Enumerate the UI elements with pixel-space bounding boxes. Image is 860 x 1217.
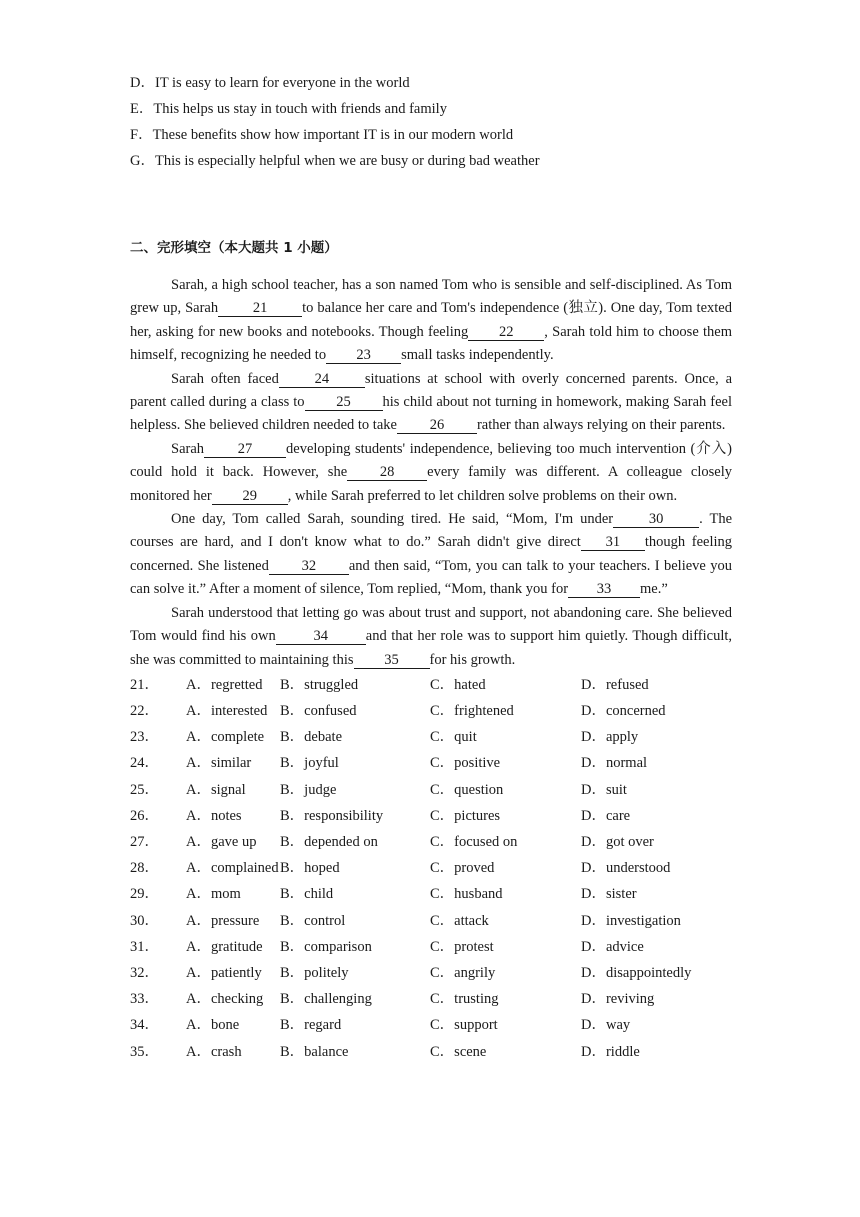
passage-text: situations at school with overly concerned parents. Once, a parent called during a class to — [130, 370, 733, 411]
option-d — [130, 70, 732, 96]
question-row — [130, 724, 732, 750]
passage-text: to balance her care and Tom's independence (独立). One day, Tom texted her, asking for new books and notebooks. Though feeling — [130, 300, 732, 340]
choice-d[interactable]: D．apply — [581, 729, 639, 746]
choice-a[interactable]: A．patiently — [186, 964, 262, 981]
cloze-passage — [130, 274, 732, 672]
question-row — [130, 934, 732, 960]
choice-a[interactable]: A．crash — [186, 1043, 242, 1060]
choice-a[interactable]: A．complete — [186, 729, 265, 746]
blank-34: 34 — [276, 628, 366, 645]
passage-text: small tasks independently. — [401, 347, 554, 364]
question-number: 21． — [130, 676, 159, 693]
question-row — [130, 672, 732, 698]
choice-d[interactable]: D．way — [581, 1017, 631, 1034]
question-number: 28． — [130, 860, 159, 877]
passage-text: for his growth. — [429, 651, 516, 668]
top-options-list — [130, 70, 732, 174]
question-row — [130, 698, 732, 724]
option-text: IT is easy to learn for everyone in the world — [154, 75, 410, 91]
blank-30: 30 — [613, 511, 699, 528]
passage-text: Sarah often faced — [171, 370, 279, 387]
choice-b[interactable]: B．control — [280, 912, 346, 929]
choice-d[interactable]: D．sister — [581, 886, 637, 903]
passage-text: me.” — [640, 581, 668, 598]
passage-text: One day, Tom called Sarah, sounding tired. He said, “Mom, I'm under — [171, 511, 614, 528]
choice-b[interactable]: B．hoped — [280, 860, 340, 877]
passage-text: his child about not turning in homework, making Sarah feel helpless. She believed children needed to take — [130, 394, 732, 434]
choice-c[interactable]: C．scene — [430, 1043, 487, 1060]
choice-d[interactable]: D．disappointedly — [581, 964, 692, 981]
question-options-table — [130, 672, 732, 1065]
choice-b[interactable]: B．comparison — [280, 938, 372, 955]
choice-a[interactable]: A．interested — [186, 703, 268, 720]
question-row — [130, 986, 732, 1012]
question-number: 27． — [130, 834, 159, 851]
question-number: 26． — [130, 807, 159, 824]
blank-35: 35 — [354, 652, 430, 669]
passage-text: , while Sarah preferred to let children solve problems on their own. — [287, 487, 678, 504]
question-number: 31． — [130, 938, 159, 955]
choice-a[interactable]: A．checking — [186, 991, 264, 1008]
choice-c[interactable]: C．trusting — [430, 991, 499, 1008]
question-row — [130, 1012, 732, 1038]
question-number: 23． — [130, 729, 159, 746]
option-letter: G． — [130, 153, 155, 169]
choice-c[interactable]: C．quit — [430, 729, 477, 746]
blank-27: 27 — [204, 441, 286, 458]
choice-b[interactable]: B．depended on — [280, 834, 378, 851]
choice-a[interactable]: A．gratitude — [186, 938, 263, 955]
question-row — [130, 803, 732, 829]
choice-b[interactable]: B．regard — [280, 1017, 342, 1034]
choice-a[interactable]: A．notes — [186, 807, 242, 824]
passage-text: , Sarah told him to choose them himself, recognizing he needed to — [130, 323, 732, 364]
blank-25: 25 — [305, 394, 383, 411]
choice-a[interactable]: A．signal — [186, 781, 246, 798]
question-row — [130, 777, 732, 803]
choice-d[interactable]: D．advice — [581, 938, 644, 955]
choice-a[interactable]: A．regretted — [186, 676, 263, 693]
choice-b[interactable]: B．balance — [280, 1043, 349, 1060]
passage-text: developing students' independence, believing too much intervention (介入) could hold it back. However, she — [130, 440, 732, 481]
blank-32: 32 — [269, 558, 349, 575]
blank-21: 21 — [218, 300, 302, 317]
choice-a[interactable]: A．similar — [186, 755, 252, 772]
blank-28: 28 — [347, 464, 427, 481]
blank-31: 31 — [581, 534, 645, 551]
passage-paragraph-1 — [130, 274, 732, 368]
choice-b[interactable]: B．judge — [280, 781, 337, 798]
choice-a[interactable]: A．pressure — [186, 912, 260, 929]
choice-c[interactable]: C．attack — [430, 912, 489, 929]
question-row — [130, 960, 732, 986]
choice-d[interactable]: D．concerned — [581, 703, 666, 720]
choice-c[interactable]: C．hated — [430, 676, 486, 693]
choice-d[interactable]: D．got over — [581, 834, 654, 851]
choice-d[interactable]: D．refused — [581, 676, 649, 693]
choice-d[interactable]: D．reviving — [581, 991, 655, 1008]
choice-a[interactable]: A．gave up — [186, 834, 257, 851]
passage-text: and then said, “Tom, you can talk to your teachers. I believe you can solve it.” After a moment of silence, Tom replied, “Mom, thank you for — [130, 557, 733, 598]
question-number: 22． — [130, 703, 159, 720]
passage-paragraph-4 — [130, 508, 732, 602]
question-number: 30． — [130, 912, 159, 929]
choice-d[interactable]: D．normal — [581, 755, 648, 772]
question-row — [130, 829, 732, 855]
section-title: 二、完形填空（本大题共 1 小题） — [130, 240, 338, 256]
question-number: 29． — [130, 886, 159, 903]
choice-c[interactable]: C．protest — [430, 938, 494, 955]
option-letter: D． — [130, 75, 155, 91]
blank-22: 22 — [468, 324, 544, 341]
blank-29: 29 — [212, 488, 288, 505]
option-f — [130, 122, 732, 148]
choice-b[interactable]: B．responsibility — [280, 807, 384, 824]
option-g — [130, 148, 732, 174]
choice-c[interactable]: C．positive — [430, 755, 501, 772]
choice-b[interactable]: B．challenging — [280, 991, 372, 1008]
passage-paragraph-3 — [130, 438, 732, 508]
choice-b[interactable]: B．confused — [280, 703, 357, 720]
passage-paragraph-2 — [130, 368, 732, 438]
option-text: This helps us stay in touch with friends and family — [153, 101, 447, 117]
passage-text: . The courses are hard, and I don't know what to do.” Sarah didn't give direct — [130, 511, 733, 551]
option-letter: E． — [130, 101, 154, 117]
question-number: 35． — [130, 1043, 159, 1060]
blank-24: 24 — [279, 371, 365, 388]
choice-c[interactable]: C．proved — [430, 860, 495, 877]
question-number: 25． — [130, 781, 159, 798]
option-letter: F． — [130, 127, 153, 143]
choice-d[interactable]: D．care — [581, 807, 631, 824]
choice-c[interactable]: C．support — [430, 1017, 498, 1034]
passage-text: rather than always relying on their parents. — [476, 417, 726, 434]
passage-text: Sarah understood that letting go was about trust and support, not abandoning care. She believed Tom would find his own — [130, 604, 732, 645]
question-number: 24． — [130, 755, 159, 772]
choice-c[interactable]: C．angrily — [430, 964, 496, 981]
passage-text: though feeling concerned. She listened — [130, 534, 732, 574]
question-row — [130, 881, 732, 907]
question-number: 32． — [130, 964, 159, 981]
choice-d[interactable]: D．investigation — [581, 912, 681, 929]
choice-b[interactable]: B．politely — [280, 964, 349, 981]
passage-text: Sarah — [171, 440, 205, 457]
choice-a[interactable]: A．bone — [186, 1017, 240, 1034]
question-number: 34． — [130, 1017, 159, 1034]
question-row — [130, 908, 732, 934]
question-row — [130, 855, 732, 881]
option-text: These benefits show how important IT is in our modern world — [152, 127, 514, 143]
question-row — [130, 1039, 732, 1065]
choice-c[interactable]: C．pictures — [430, 807, 501, 824]
choice-d[interactable]: D．understood — [581, 860, 671, 877]
exam-page — [130, 70, 732, 1065]
choice-b[interactable]: B．child — [280, 886, 334, 903]
choice-c[interactable]: C．focused on — [430, 834, 518, 851]
choice-a[interactable]: A．mom — [186, 886, 241, 903]
blank-23: 23 — [326, 347, 401, 364]
choice-d[interactable]: D．suit — [581, 781, 627, 798]
passage-text: Sarah, a high school teacher, has a son named Tom who is sensible and self-disciplined. As Tom grew up, Sarah — [130, 277, 732, 317]
question-number: 33． — [130, 991, 159, 1008]
choice-c[interactable]: C．frightened — [430, 703, 514, 720]
choice-b[interactable]: B．joyful — [280, 755, 339, 772]
choice-d[interactable]: D．riddle — [581, 1043, 640, 1060]
option-e — [130, 96, 732, 122]
passage-paragraph-5 — [130, 602, 732, 672]
passage-text: every family was different. A colleague closely monitored her — [130, 464, 732, 504]
option-text: This is especially helpful when we are busy or during bad weather — [154, 153, 540, 169]
blank-33: 33 — [568, 581, 640, 598]
passage-text: and that her role was to support him quietly. Though difficult, she was committed to maintaining this — [130, 628, 733, 668]
choice-c[interactable]: C．husband — [430, 886, 503, 903]
blank-26: 26 — [397, 417, 477, 434]
question-row — [130, 750, 732, 776]
choice-b[interactable]: B．struggled — [280, 676, 359, 693]
choice-b[interactable]: B．debate — [280, 729, 343, 746]
choice-a[interactable]: A．complained — [186, 860, 279, 877]
choice-c[interactable]: C．question — [430, 781, 504, 798]
